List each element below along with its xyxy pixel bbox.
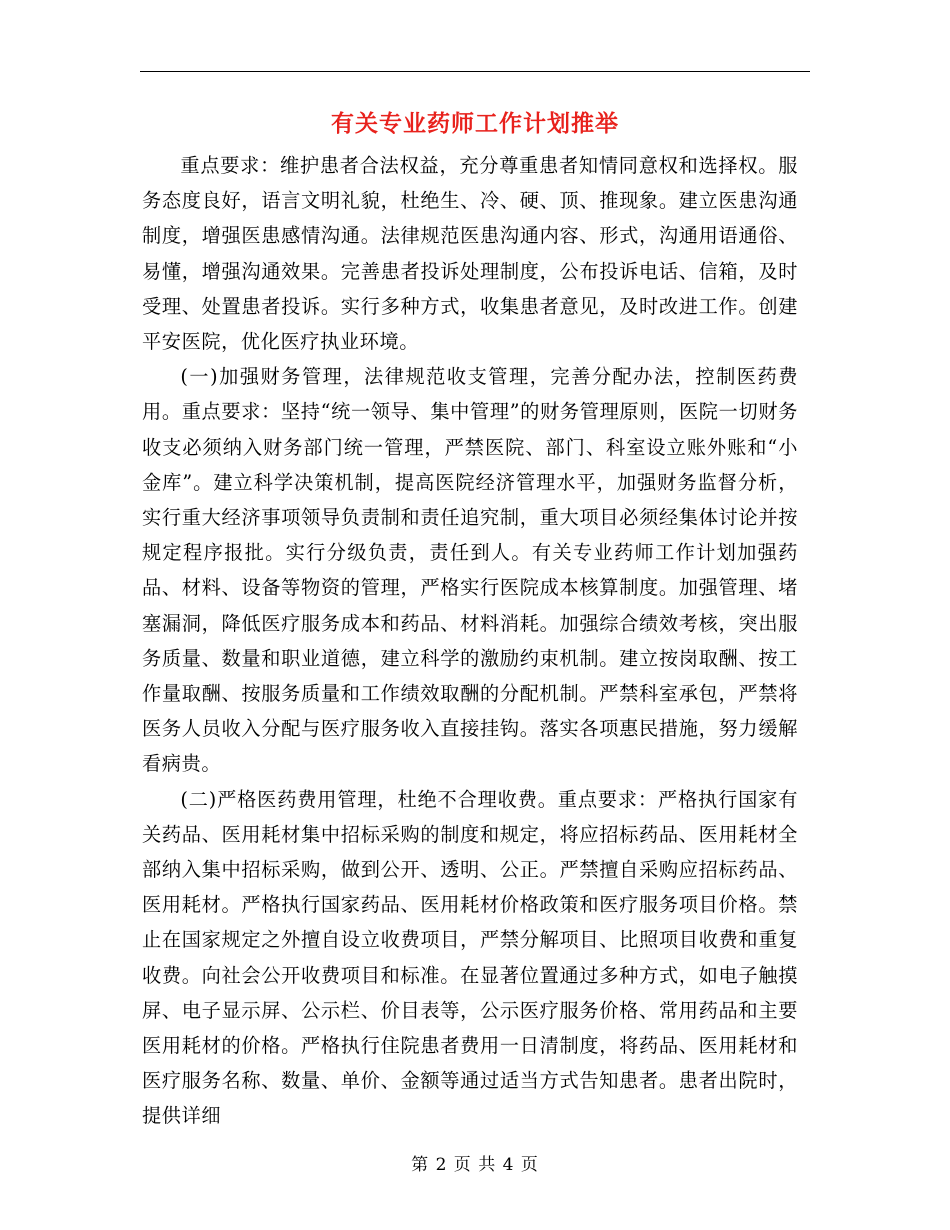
document-body: [142, 148, 798, 1134]
page-number-footer: 第 2 页 共 4 页: [411, 1155, 539, 1175]
document-title: 有关专业药师工作计划推举: [331, 110, 619, 137]
header-rule: [140, 71, 810, 72]
paragraph-2: (一)加强财务管理，法律规范收支管理，完善分配办法，控制医药费用。重点要求：坚持“统一领导、集中管理”的财务管理原则，医院一切财务收支必须纳入财务部门统一管理，严禁医院、部门、科室设立账外账和“小金库”。建立科学决策机制，提高医院经济管理水平，加强财务监督分析，实行重大经济事项领导负责制和责任追究制，重大项目必须经集体讨论并按规定程序报批。实行分级负责，责任到人。有关专业药师工作计划加强药品、材料、设备等物资的管理，严格实行医院成本核算制度。加强管理、堵塞漏洞，降低医疗服务成本和药品、材料消耗。加强综合绩效考核，突出服务质量、数量和职业道德，建立科学的激励约束机制。建立按岗取酬、按工作量取酬、按服务质量和工作绩效取酬的分配机制。严禁科室承包，严禁将医务人员收入分配与医疗服务收入直接挂钩。落实各项惠民措施，努力缓解看病贵。: [142, 365, 798, 776]
paragraph-1: 重点要求：维护患者合法权益，充分尊重患者知情同意权和选择权。服务态度良好，语言文明礼貌，杜绝生、冷、硬、顶、推现象。建立医患沟通制度，增强医患感情沟通。法律规范医患沟通内容、形式，沟通用语通俗、易懂，增强沟通效果。完善患者投诉处理制度，公布投诉电话、信箱，及时受理、处置患者投诉。实行多种方式，收集患者意见，及时改进工作。创建平安医院，优化医疗执业环境。: [142, 154, 798, 354]
paragraph-3: (二)严格医药费用管理，杜绝不合理收费。重点要求：严格执行国家有关药品、医用耗材集中招标采购的制度和规定，将应招标药品、医用耗材全部纳入集中招标采购，做到公开、透明、公正。严禁擅自采购应招标药品、医用耗材。严格执行国家药品、医用耗材价格政策和医疗服务项目价格。禁止在国家规定之外擅自设立收费项目，严禁分解项目、比照项目收费和重复收费。向社会公开收费项目和标准。在显著位置通过多种方式，如电子触摸屏、电子显示屏、公示栏、价目表等，公示医疗服务价格、常用药品和主要医用耗材的价格。严格执行住院患者费用一日清制度，将药品、医用耗材和医疗服务名称、数量、单价、金额等通过适当方式告知患者。患者出院时，提供详细: [142, 787, 798, 1128]
